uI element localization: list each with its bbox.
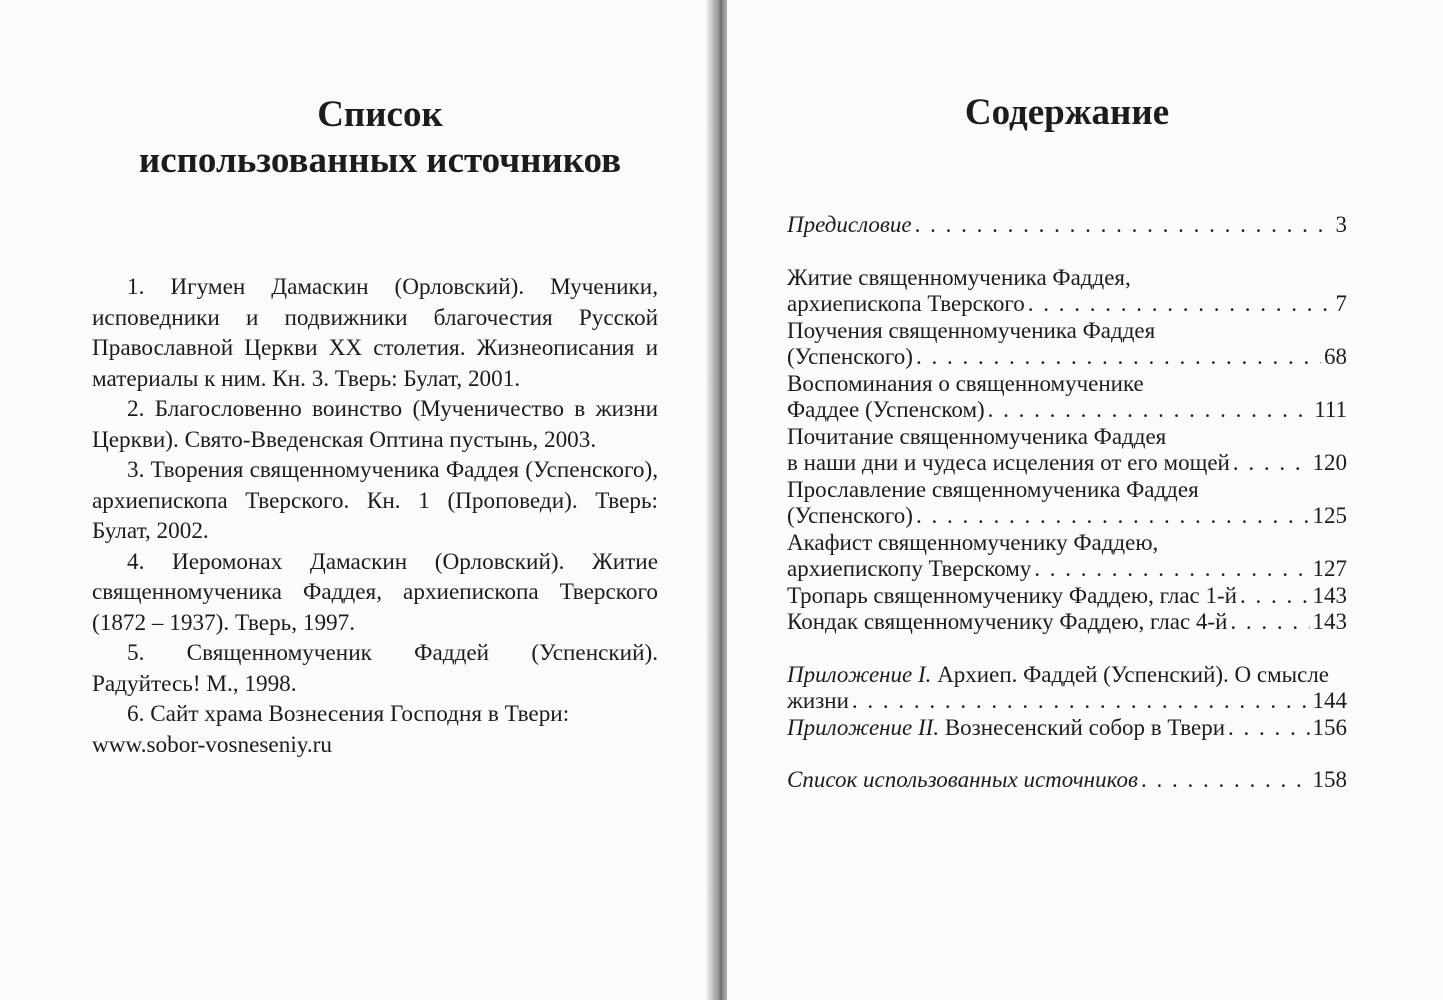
toc-page-number: 143 [1312,582,1347,608]
toc-entry-label: Приложение II. [787,714,940,740]
toc-page-number: 127 [1312,556,1347,581]
toc-entry-label: Приложение I. [787,661,932,687]
toc-page-number: 3 [1335,212,1347,237]
toc-leader-dots [1028,291,1333,318]
toc-leader-dots [988,397,1312,424]
toc-entry-glorification [787,477,1347,530]
toc-entry-title: архиепископу Тверскому [787,556,1032,581]
source-item: 4. Иеромонах Дамаскин (Орловский). Житие священномученика Фаддея, архиепископа Тверского (1872 – 1937). Тверь, 1997. [92,548,658,636]
toc-entry-appendix-1 [787,662,1347,715]
toc-leader-dots [915,212,1333,239]
toc-entry-line1: Архиеп. Фаддей (Успенский). О смысле [937,661,1330,687]
toc-entry-title: в наши дни и чудеса исцеления от его мощей [787,450,1230,475]
toc-entry-line1: Акафист священномученику Фаддею, [787,529,1159,555]
toc-entry-title: (Успенского) [787,344,913,369]
source-item: 3. Творения священномученика Фаддея (Успенского), архиепископа Тверского. Кн. 1 (Проповеди). Тверь: Булат, 2002. [92,457,658,544]
toc-page-number: 156 [1312,714,1347,740]
toc-page-number: 125 [1312,503,1347,528]
toc-entry-title: Вознесенский собор в Твери [944,714,1226,740]
toc-entry-memories [787,371,1347,424]
sources-list [92,272,658,760]
toc-entry-troparion [787,583,1347,610]
toc-page-number: 158 [1312,767,1347,792]
toc-leader-dots [916,344,1321,371]
toc-leader-dots [1233,450,1310,477]
source-item: 2. Благословенно воинство (Мученичество в жизни Церкви). Свято-Введенская Оптина пустынь, 2003. [92,396,658,453]
toc-entry-life [787,265,1347,318]
toc-entry-kontakion [787,609,1347,636]
toc-entry-sources [787,767,1347,794]
sources-title [90,92,670,184]
toc-entry-preface [787,212,1347,239]
toc-entry-line1: Почитание священномученика Фаддея [787,423,1167,449]
toc-entry-title: Предисловие [787,212,912,237]
toc-entry-akathist [787,530,1347,583]
toc-entry-teachings [787,318,1347,371]
toc-entry-line1: Прославление священномученика Фаддея [787,476,1199,502]
toc-page-number: 7 [1335,291,1347,316]
toc-entry-title: жизни [787,688,849,713]
source-item: 1. Игумен Дамаскин (Орловский). Мученики, исповедники и подвижники благочестия Русской Православной Церкви XX столетия. Жизнеописания и материалы к ним. Кн. 3. Тверь: Булат, 2001. [92,274,658,392]
sources-title-line1: Список [317,94,443,135]
source-item: 5. Священномученик Фаддей (Успенский). Радуйтесь! М., 1998. [92,640,658,697]
source-item: 6. Сайт храма Вознесения Господня в Твери: www.sobor-vosneseniy.ru [92,701,570,758]
toc-entry-title: архиепископа Тверского [787,291,1025,316]
toc-leader-dots [1141,767,1310,794]
right-page [727,0,1443,1000]
toc-entry-appendix-2 [787,715,1347,742]
toc-leader-dots [916,503,1310,530]
toc-page-number: 68 [1324,344,1347,369]
toc-page-number: 111 [1314,397,1347,422]
toc-page-number: 120 [1312,450,1347,475]
toc-entry-title: Фаддее (Успенском) [787,397,985,422]
toc-entry-line1: Поучения священномученика Фаддея [787,317,1156,343]
toc-leader-dots [1034,556,1309,583]
toc-leader-dots [1228,715,1309,742]
toc-page-number: 143 [1312,609,1347,634]
sources-title-line2: использованных источников [138,140,622,181]
table-of-contents [787,212,1347,794]
toc-entry-line1: Житие священномученика Фаддея, [787,264,1131,290]
contents-title: Содержание [964,92,1170,133]
toc-entry-title: Список использованных источников [787,767,1138,792]
toc-entry-line1: Воспоминания о священномученике [787,370,1144,396]
toc-entry-title: Кондак священномученику Фаддею, глас 4-й [787,609,1228,634]
toc-leader-dots [1240,583,1310,610]
toc-entry-title: Тропарь священномученику Фаддею, глас 1-й [787,582,1237,608]
toc-page-number: 144 [1312,688,1347,713]
toc-entry-title: (Успенского) [787,503,913,528]
toc-leader-dots [852,688,1310,715]
toc-leader-dots [1230,609,1309,636]
left-page [0,0,716,1000]
toc-entry-veneration [787,424,1347,477]
